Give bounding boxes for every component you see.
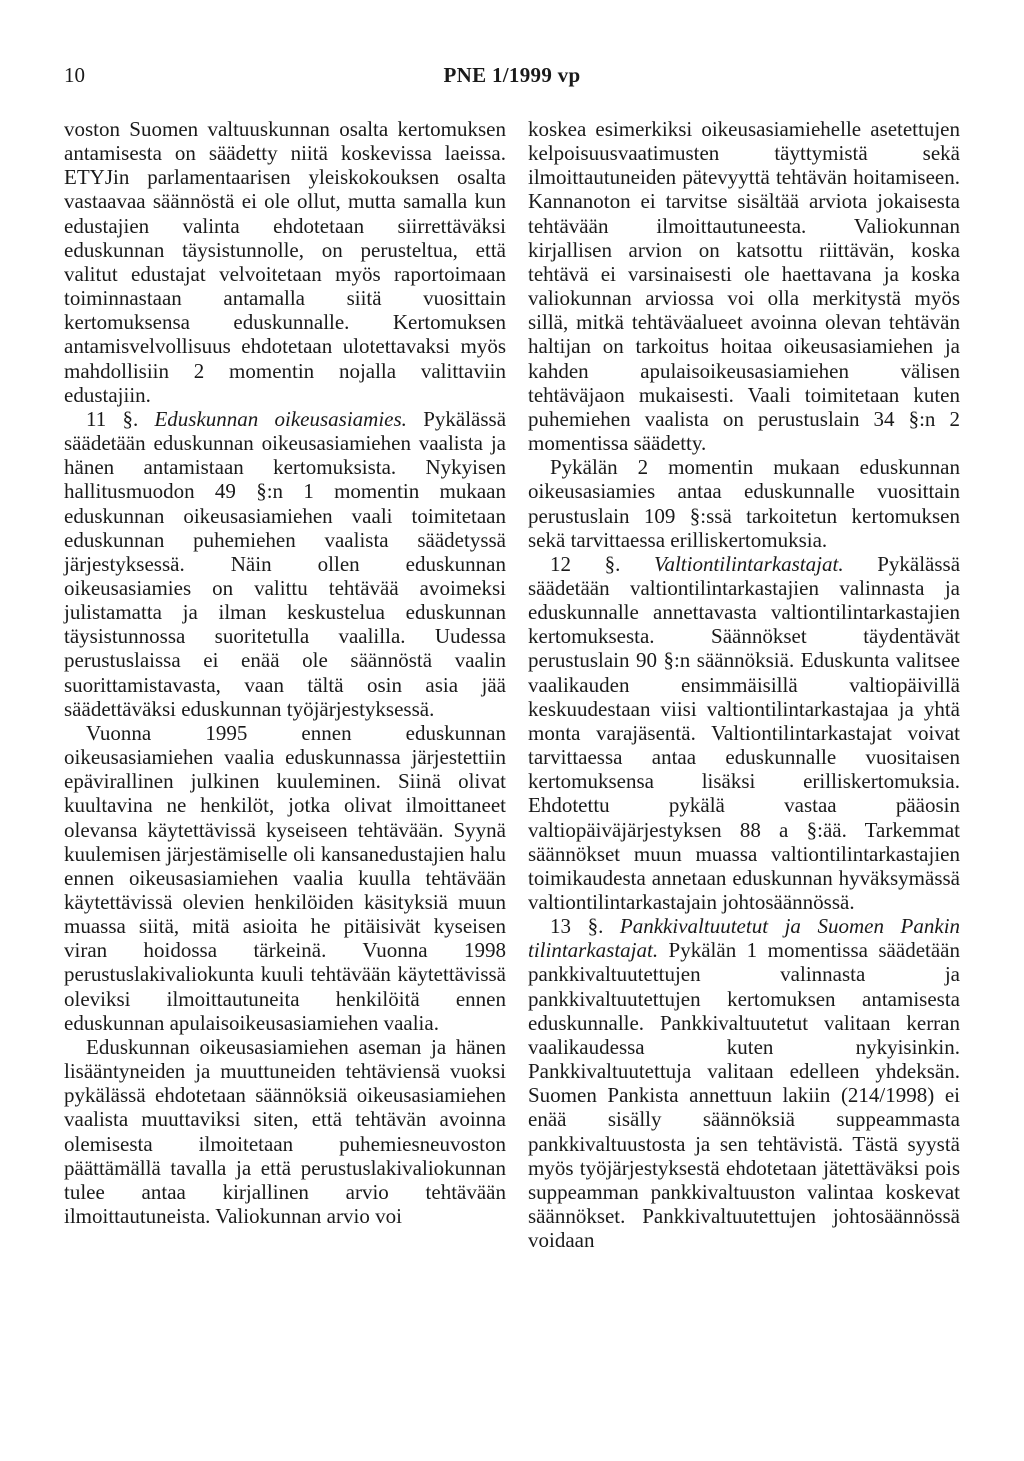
page-number: 10: [64, 63, 85, 87]
section-heading: Pankkivaltuutetut ja Suomen Pankin tilintarkastajat.: [528, 914, 961, 963]
section-number: 13 §.: [550, 914, 604, 939]
section-text: Pykälän 1 momentissa säädetään pankkivaltuutettujen valinnasta ja pankkivaltuutettujen kertomuksen antamisesta eduskunnalle. Pankkivaltuutetut valitaan kerran vaalikaudessa kuten nykyisinkin. Pankkivaltuutettuja valitaan edelleen yhdeksän. Suomen Pankista annettuun lakiin (214/1998) ei enää sisälly säännöksiä suppeammasta pankkivaltuustosta ja sen tehtävistä. Tästä syystä myös työjärjestyksestä ehdotetaan jätettäväksi pois suppeamman pankkivaltuuston valintaa koskevat säännökset. Pankkivaltuutettujen johtosäännössä voidaan: [528, 938, 960, 1253]
section-text: Pykälässä säädetään valtiontilintarkastajien valinnasta ja eduskunnalle annettavasta valtiontilintarkastajien kertomuksesta. Säännökset täydentävät perustuslain 90 §:n säännöksiä. Eduskunta valitsee vaalikauden ensimmäisillä valtiopäivillä keskuudestaan viisi valtiontilintarkastajaa ja yhtä monta varajäsentä. Valtiontilintarkastajat voivat tarvittaessa antaa eduskunnalle vuositaisen kertomuksensa lisäksi erilliskertomuksia. Ehdotettu pykälä vastaa pääosin valtiopäiväjärjestyksen 88 a §:ää. Tarkemmat säännökset muun muassa valtiontilintarkastajien toimikaudesta annetaan eduskunnan hyväksymässä valtiontilintarkastajain johtosäännössä.: [528, 551, 961, 914]
section-paragraph: [64, 407, 506, 721]
paragraph: voston Suomen valtuuskunnan osalta kertomuksen antamisesta on säädetty niitä koskevissa laeissa. ETYJin parlamentaarisen yleiskokouksen osalta vastaavaa säännöstä ei ole ollut, mutta samalla kun edustajien valinta ehdotetaan siirrettäväksi eduskunnan täysistunnolle, on perusteltua, että valitut edustajat velvoitetaan myös raportoimaan toiminnastaan antamalla siitä vuosittain kertomuksensa eduskunnalle. Kertomuksen antamisvelvollisuus ehdotetaan ulotettavaksi myös mahdollisiin 2 momentin nojalla valittaviin edustajiin.: [64, 117, 506, 407]
paragraph: Eduskunnan oikeusasiamiehen aseman ja hänen lisääntyneiden ja muuttuneiden tehtäviensä vuoksi pykälässä ehdotetaan säännöksiä oikeusasiamiehen vaalista muuttaviksi siten, että tehtävän avoinna olemisesta ilmoitetaan puhemiesneuvoston päättämällä tavalla ja että perustuslakivaliokunnan tulee antaa kirjallinen arvio tehtävään ilmoittautuneista. Valiokunnan arvio voi: [64, 1034, 506, 1229]
paragraph: Vuonna 1995 ennen eduskunnan oikeusasiamiehen vaalia eduskunnassa järjestettiin epävirallinen julkinen kuuleminen. Siinä olivat kuultavina ne henkilöt, jotka olivat ilmoittaneet olevansa käytettävissä kyseiseen tehtävään. Syynä kuulemisen järjestämiselle oli kansanedustajien halu ennen oikeusasiamiehen vaalia kuulla tehtävään käytettävissä olevien henkilöiden käsityksiä muun muassa siitä, mitä asioita he pitäisivät kyseisen viran hoidossa tärkeinä. Vuonna 1998 perustuslakivaliokunta kuuli tehtävään käytettävissä oleviksi ilmoittautuneita henkilöitä ennen eduskunnan apulaisoikeusasiamiehen vaalia.: [64, 720, 506, 1035]
section-heading: Valtiontilintarkastajat.: [653, 551, 844, 576]
right-column: [528, 117, 960, 1252]
section-paragraph: [528, 914, 960, 1252]
section-text: Pykälässä säädetään eduskunnan oikeusasiamiehen vaalista ja hänen antamistaan kertomuksista. Nykyisen hallitusmuodon 49 §:n 1 momentin mukaan eduskunnan oikeusasiamiehen vaali toimitetaan eduskunnan puhemiehen vaalista säädetyssä järjestyksessä. Näin ollen eduskunnan oikeusasiamies on valittu tehtävää avoimeksi julistamatta ja ilman keskustelua eduskunnan täysistunnossa suoritetulla vaalilla. Uudessa perustuslaissa ei enää ole säännöstä vaalin suorittamistavasta, vaan tältä osin asia jää säädettäväksi eduskunnan työjärjestyksessä.: [64, 406, 507, 721]
section-heading: Eduskunnan oikeusasiamies.: [154, 406, 407, 431]
section-number: 11 §.: [86, 406, 139, 431]
left-column: [64, 117, 506, 1228]
paragraph: koskea esimerkiksi oikeusasiamiehelle asetettujen kelpoisuusvaatimusten täyttymistä sekä ilmoittautuneiden pätevyyttä tehtävän hoitamiseen. Kannanoton ei tarvitse sisältää arviota jokaisesta tehtävään ilmoittautuneesta. Valiokunnan kirjallisen arvion on katsottu riittävän, koska tehtävä ei varsinaisesti ole haettavana ja koska valiokunnan arviossa voi olla merkitystä myös sillä, mitkä tehtäväalueet avoinna olevan tehtävän haltijan on tarkoitus hoitaa oikeusasiamiehen ja kahden apulaisoikeusasiamiehen välisen tehtäväjaon mukaisesti. Vaali toimitetaan kuten puhemiehen vaalista on perustuslain 34 §:n 2 momentissa säädetty.: [528, 117, 960, 456]
paragraph: Pykälän 2 momentin mukaan eduskunnan oikeusasiamies antaa eduskunnalle vuosittain perustuslain 109 §:ssä tarkoitetun kertomuksen sekä tarvittaessa erilliskertomuksia.: [528, 455, 960, 552]
page-header: [64, 60, 960, 90]
section-paragraph: [528, 552, 960, 914]
document-id: PNE 1/1999 vp: [443, 63, 581, 87]
section-number: 12 §.: [550, 551, 621, 576]
